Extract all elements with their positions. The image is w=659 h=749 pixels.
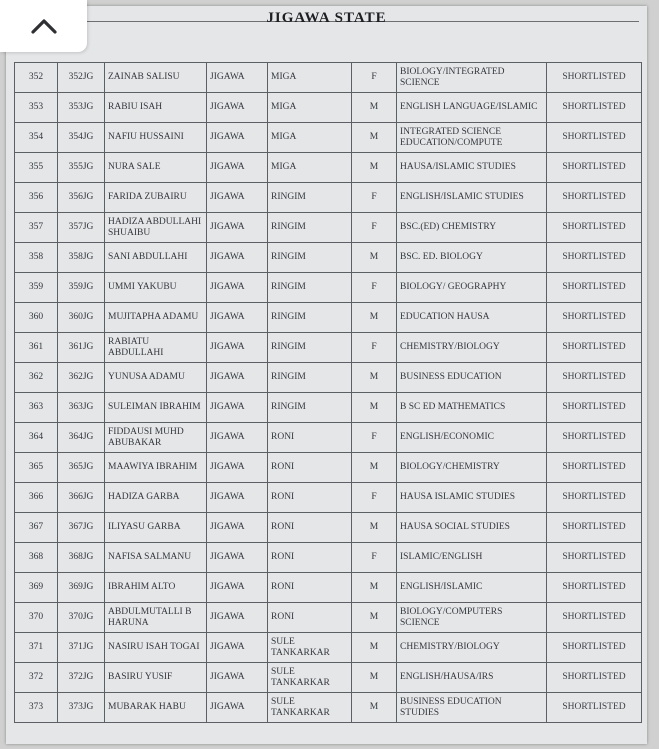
table-row xyxy=(15,393,642,423)
course-cell: HAUSA ISLAMIC STUDIES xyxy=(397,483,547,513)
status-cell: SHORTLISTED xyxy=(547,93,642,123)
reg-number-cell: 368JG xyxy=(58,543,105,573)
state-cell: JIGAWA xyxy=(207,543,268,573)
candidate-name-cell: SULEIMAN IBRAHIM xyxy=(105,393,207,423)
table-row xyxy=(15,153,642,183)
reg-number-cell: 356JG xyxy=(58,183,105,213)
gender-cell: M xyxy=(352,693,397,723)
status-cell: SHORTLISTED xyxy=(547,423,642,453)
table-row xyxy=(15,273,642,303)
table-row xyxy=(15,693,642,723)
lga-cell: MIGA xyxy=(268,63,352,93)
lga-cell: RINGIM xyxy=(268,213,352,243)
status-cell: SHORTLISTED xyxy=(547,603,642,633)
status-cell: SHORTLISTED xyxy=(547,633,642,663)
gender-cell: M xyxy=(352,153,397,183)
course-cell: ENGLISH/HAUSA/IRS xyxy=(397,663,547,693)
state-cell: JIGAWA xyxy=(207,693,268,723)
status-cell: SHORTLISTED xyxy=(547,153,642,183)
serial-number-cell: 372 xyxy=(15,663,58,693)
state-cell: JIGAWA xyxy=(207,333,268,363)
gender-cell: M xyxy=(352,573,397,603)
gender-cell: M xyxy=(352,93,397,123)
serial-number-cell: 368 xyxy=(15,543,58,573)
state-cell: JIGAWA xyxy=(207,153,268,183)
serial-number-cell: 370 xyxy=(15,603,58,633)
course-cell: BIOLOGY/ GEOGRAPHY xyxy=(397,273,547,303)
candidate-name-cell: HADIZA GARBA xyxy=(105,483,207,513)
lga-cell: RONI xyxy=(268,543,352,573)
gender-cell: M xyxy=(352,303,397,333)
status-cell: SHORTLISTED xyxy=(547,543,642,573)
status-cell: SHORTLISTED xyxy=(547,363,642,393)
state-cell: JIGAWA xyxy=(207,243,268,273)
serial-number-cell: 354 xyxy=(15,123,58,153)
status-cell: SHORTLISTED xyxy=(547,183,642,213)
state-cell: JIGAWA xyxy=(207,633,268,663)
candidate-name-cell: MUJITAPHA ADAMU xyxy=(105,303,207,333)
status-cell: SHORTLISTED xyxy=(547,573,642,603)
gender-cell: F xyxy=(352,183,397,213)
course-cell: CHEMISTRY/BIOLOGY xyxy=(397,633,547,663)
candidate-name-cell: FIDDAUSI MUHD ABUBAKAR xyxy=(105,423,207,453)
reg-number-cell: 357JG xyxy=(58,213,105,243)
lga-cell: SULE TANKARKAR xyxy=(268,693,352,723)
gender-cell: M xyxy=(352,363,397,393)
state-cell: JIGAWA xyxy=(207,273,268,303)
candidate-name-cell: NAFISA SALMANU xyxy=(105,543,207,573)
gender-cell: F xyxy=(352,543,397,573)
state-cell: JIGAWA xyxy=(207,663,268,693)
course-cell: BUSINESS EDUCATION xyxy=(397,363,547,393)
lga-cell: RINGIM xyxy=(268,303,352,333)
table-row xyxy=(15,603,642,633)
course-cell: ENGLISH LANGUAGE/ISLAMIC xyxy=(397,93,547,123)
serial-number-cell: 361 xyxy=(15,333,58,363)
gender-cell: M xyxy=(352,663,397,693)
collapse-button[interactable] xyxy=(0,0,87,52)
course-cell: BUSINESS EDUCATION STUDIES xyxy=(397,693,547,723)
lga-cell: RINGIM xyxy=(268,273,352,303)
gender-cell: F xyxy=(352,333,397,363)
candidate-name-cell: MUBARAK HABU xyxy=(105,693,207,723)
lga-cell: RINGIM xyxy=(268,243,352,273)
gender-cell: M xyxy=(352,453,397,483)
table-row xyxy=(15,453,642,483)
serial-number-cell: 373 xyxy=(15,693,58,723)
state-cell: JIGAWA xyxy=(207,603,268,633)
state-cell: JIGAWA xyxy=(207,363,268,393)
reg-number-cell: 373JG xyxy=(58,693,105,723)
serial-number-cell: 369 xyxy=(15,573,58,603)
state-cell: JIGAWA xyxy=(207,453,268,483)
gender-cell: F xyxy=(352,273,397,303)
state-cell: JIGAWA xyxy=(207,93,268,123)
state-cell: JIGAWA xyxy=(207,483,268,513)
course-cell: ENGLISH/ECONOMIC xyxy=(397,423,547,453)
serial-number-cell: 360 xyxy=(15,303,58,333)
reg-number-cell: 366JG xyxy=(58,483,105,513)
status-cell: SHORTLISTED xyxy=(547,243,642,273)
reg-number-cell: 369JG xyxy=(58,573,105,603)
gender-cell: M xyxy=(352,393,397,423)
candidate-name-cell: FARIDA ZUBAIRU xyxy=(105,183,207,213)
serial-number-cell: 359 xyxy=(15,273,58,303)
lga-cell: MIGA xyxy=(268,153,352,183)
state-cell: JIGAWA xyxy=(207,63,268,93)
page-title: JIGAWA STATE xyxy=(266,10,387,26)
reg-number-cell: 353JG xyxy=(58,93,105,123)
status-cell: SHORTLISTED xyxy=(547,693,642,723)
lga-cell: SULE TANKARKAR xyxy=(268,633,352,663)
status-cell: SHORTLISTED xyxy=(547,663,642,693)
gender-cell: M xyxy=(352,633,397,663)
serial-number-cell: 364 xyxy=(15,423,58,453)
gender-cell: F xyxy=(352,483,397,513)
state-cell: JIGAWA xyxy=(207,213,268,243)
serial-number-cell: 371 xyxy=(15,633,58,663)
table-row xyxy=(15,183,642,213)
reg-number-cell: 362JG xyxy=(58,363,105,393)
state-cell: JIGAWA xyxy=(207,513,268,543)
candidate-name-cell: MAAWIYA IBRAHIM xyxy=(105,453,207,483)
serial-number-cell: 353 xyxy=(15,93,58,123)
reg-number-cell: 361JG xyxy=(58,333,105,363)
candidate-name-cell: YUNUSA ADAMU xyxy=(105,363,207,393)
table-row xyxy=(15,423,642,453)
candidate-name-cell: NASIRU ISAH TOGAI xyxy=(105,633,207,663)
lga-cell: RONI xyxy=(268,573,352,603)
course-cell: EDUCATION HAUSA xyxy=(397,303,547,333)
status-cell: SHORTLISTED xyxy=(547,453,642,483)
course-cell: HAUSA SOCIAL STUDIES xyxy=(397,513,547,543)
reg-number-cell: 367JG xyxy=(58,513,105,543)
serial-number-cell: 366 xyxy=(15,483,58,513)
status-cell: SHORTLISTED xyxy=(547,63,642,93)
status-cell: SHORTLISTED xyxy=(547,213,642,243)
status-cell: SHORTLISTED xyxy=(547,333,642,363)
candidate-name-cell: IBRAHIM ALTO xyxy=(105,573,207,603)
table-row xyxy=(15,93,642,123)
status-cell: SHORTLISTED xyxy=(547,483,642,513)
course-cell: BIOLOGY/COMPUTERS SCIENCE xyxy=(397,603,547,633)
document-page xyxy=(6,6,647,744)
table-row xyxy=(15,663,642,693)
reg-number-cell: 372JG xyxy=(58,663,105,693)
state-cell: JIGAWA xyxy=(207,573,268,603)
reg-number-cell: 359JG xyxy=(58,273,105,303)
table-row xyxy=(15,483,642,513)
table-row xyxy=(15,63,642,93)
lga-cell: RONI xyxy=(268,483,352,513)
state-cell: JIGAWA xyxy=(207,183,268,213)
reg-number-cell: 355JG xyxy=(58,153,105,183)
serial-number-cell: 352 xyxy=(15,63,58,93)
candidate-name-cell: RABIU ISAH xyxy=(105,93,207,123)
chevron-up-icon xyxy=(29,16,59,36)
lga-cell: RONI xyxy=(268,603,352,633)
table-row xyxy=(15,123,642,153)
gender-cell: F xyxy=(352,423,397,453)
course-cell: BSC. ED. BIOLOGY xyxy=(397,243,547,273)
table-row xyxy=(15,363,642,393)
status-cell: SHORTLISTED xyxy=(547,123,642,153)
candidate-name-cell: BASIRU YUSIF xyxy=(105,663,207,693)
candidate-name-cell: ZAINAB SALISU xyxy=(105,63,207,93)
status-cell: SHORTLISTED xyxy=(547,513,642,543)
table-row xyxy=(15,213,642,243)
table-row xyxy=(15,633,642,663)
serial-number-cell: 357 xyxy=(15,213,58,243)
table-row xyxy=(15,333,642,363)
course-cell: BIOLOGY/CHEMISTRY xyxy=(397,453,547,483)
serial-number-cell: 365 xyxy=(15,453,58,483)
candidate-name-cell: ABDULMUTALLI B HARUNA xyxy=(105,603,207,633)
table-body xyxy=(15,63,642,723)
shortlist-table xyxy=(14,62,642,723)
lga-cell: RINGIM xyxy=(268,363,352,393)
table-row xyxy=(15,573,642,603)
reg-number-cell: 360JG xyxy=(58,303,105,333)
lga-cell: RINGIM xyxy=(268,333,352,363)
reg-number-cell: 352JG xyxy=(58,63,105,93)
candidate-name-cell: RABIATU ABDULLAHI xyxy=(105,333,207,363)
lga-cell: RINGIM xyxy=(268,183,352,213)
course-cell: ENGLISH/ISLAMIC STUDIES xyxy=(397,183,547,213)
state-cell: JIGAWA xyxy=(207,303,268,333)
table-row xyxy=(15,303,642,333)
gender-cell: F xyxy=(352,63,397,93)
course-cell: ENGLISH/ISLAMIC xyxy=(397,573,547,603)
state-cell: JIGAWA xyxy=(207,123,268,153)
table-row xyxy=(15,543,642,573)
lga-cell: SULE TANKARKAR xyxy=(268,663,352,693)
status-cell: SHORTLISTED xyxy=(547,303,642,333)
status-cell: SHORTLISTED xyxy=(547,393,642,423)
candidate-name-cell: ILIYASU GARBA xyxy=(105,513,207,543)
course-cell: BIOLOGY/INTEGRATED SCIENCE xyxy=(397,63,547,93)
course-cell: INTEGRATED SCIENCE EDUCATION/COMPUTE xyxy=(397,123,547,153)
course-cell: BSC.(ED) CHEMISTRY xyxy=(397,213,547,243)
course-cell: HAUSA/ISLAMIC STUDIES xyxy=(397,153,547,183)
course-cell: B SC ED MATHEMATICS xyxy=(397,393,547,423)
state-cell: JIGAWA xyxy=(207,393,268,423)
lga-cell: MIGA xyxy=(268,93,352,123)
candidate-name-cell: SANI ABDULLAHI xyxy=(105,243,207,273)
serial-number-cell: 367 xyxy=(15,513,58,543)
lga-cell: RONI xyxy=(268,513,352,543)
lga-cell: MIGA xyxy=(268,123,352,153)
candidate-name-cell: HADIZA ABDULLAHI SHUAIBU xyxy=(105,213,207,243)
serial-number-cell: 358 xyxy=(15,243,58,273)
candidate-name-cell: NAFIU HUSSAINI xyxy=(105,123,207,153)
reg-number-cell: 363JG xyxy=(58,393,105,423)
lga-cell: RONI xyxy=(268,423,352,453)
status-cell: SHORTLISTED xyxy=(547,273,642,303)
reg-number-cell: 358JG xyxy=(58,243,105,273)
gender-cell: M xyxy=(352,513,397,543)
reg-number-cell: 354JG xyxy=(58,123,105,153)
table-row xyxy=(15,243,642,273)
course-cell: CHEMISTRY/BIOLOGY xyxy=(397,333,547,363)
table-row xyxy=(15,513,642,543)
gender-cell: M xyxy=(352,243,397,273)
serial-number-cell: 356 xyxy=(15,183,58,213)
reg-number-cell: 371JG xyxy=(58,633,105,663)
state-cell: JIGAWA xyxy=(207,423,268,453)
lga-cell: RONI xyxy=(268,453,352,483)
candidate-name-cell: NURA SALE xyxy=(105,153,207,183)
gender-cell: F xyxy=(352,213,397,243)
candidate-name-cell: UMMI YAKUBU xyxy=(105,273,207,303)
reg-number-cell: 364JG xyxy=(58,423,105,453)
serial-number-cell: 362 xyxy=(15,363,58,393)
reg-number-cell: 370JG xyxy=(58,603,105,633)
reg-number-cell: 365JG xyxy=(58,453,105,483)
serial-number-cell: 363 xyxy=(15,393,58,423)
course-cell: ISLAMIC/ENGLISH xyxy=(397,543,547,573)
gender-cell: M xyxy=(352,123,397,153)
gender-cell: M xyxy=(352,603,397,633)
serial-number-cell: 355 xyxy=(15,153,58,183)
lga-cell: RINGIM xyxy=(268,393,352,423)
